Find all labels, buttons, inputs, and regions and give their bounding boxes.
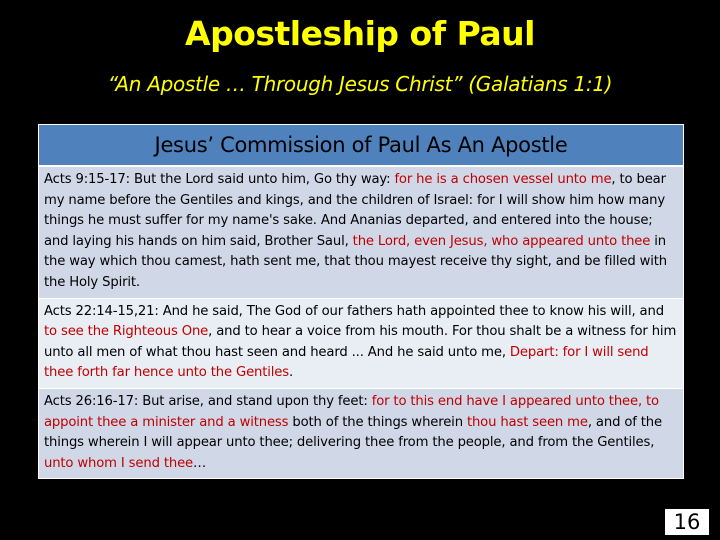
table-row-acts-9 (39, 167, 683, 299)
commission-table (38, 124, 684, 479)
verse-text: , and of the things wherein I will appear unto thee; delivering thee from the people, and from the Gentiles, (44, 414, 662, 451)
slide-subtitle: “An Apostle … Through Jesus Christ” (Galatians 1:1) (107, 72, 613, 96)
verse-text: in the way which thou camest, hath sent me, that thou mayest receive thy sight, and be filled with the Holy Spirit. (44, 233, 668, 290)
verse-emphasis: the Lord, even Jesus, who appeared unto thee (352, 233, 651, 249)
verse-emphasis: for to this end have I appeared unto thee, to appoint thee a minister and a witness (44, 393, 659, 430)
verse-text: Acts 22:14-15,21: And he said, The God of our fathers hath appointed thee to know his will, and (44, 303, 664, 319)
verse-text: , to bear my name before the Gentiles and kings, and the children of Israel: for I will show him how many things he must suffer for my name's sake. And Ananias departed, and entered into the house; and laying his hands on him said, Brother Saul, (44, 172, 666, 249)
verse-emphasis: unto whom I send thee (44, 455, 193, 471)
page-number: 16 (663, 507, 711, 537)
verse-text: … (193, 455, 207, 471)
verse-text: . (288, 365, 294, 381)
verse-emphasis: Depart: for I will send thee forth far hence unto the Gentiles (44, 344, 649, 381)
table-row-acts-22 (39, 299, 683, 389)
verse-text: Acts 26:16-17: But arise, and stand upon thy feet: (44, 393, 372, 409)
slide-title: Apostleship of Paul (185, 14, 535, 53)
verse-emphasis: for he is a chosen vessel unto me (394, 172, 612, 187)
verse-text: both of the things wherein (288, 414, 467, 430)
verse-emphasis: to see the Righteous One (44, 324, 209, 340)
verse-text: Acts 9:15-17: But the Lord said unto him, Go thy way: (44, 172, 395, 187)
verse-emphasis: thou hast seen me (466, 414, 588, 430)
table-header: Jesus’ Commission of Paul As An Apostle (39, 125, 683, 167)
verse-text: , and to hear a voice from his mouth. For thou shalt be a witness for him unto all men of what thou hast seen and heard ... And he said unto me, (44, 324, 677, 360)
table-row-acts-26 (39, 389, 683, 478)
